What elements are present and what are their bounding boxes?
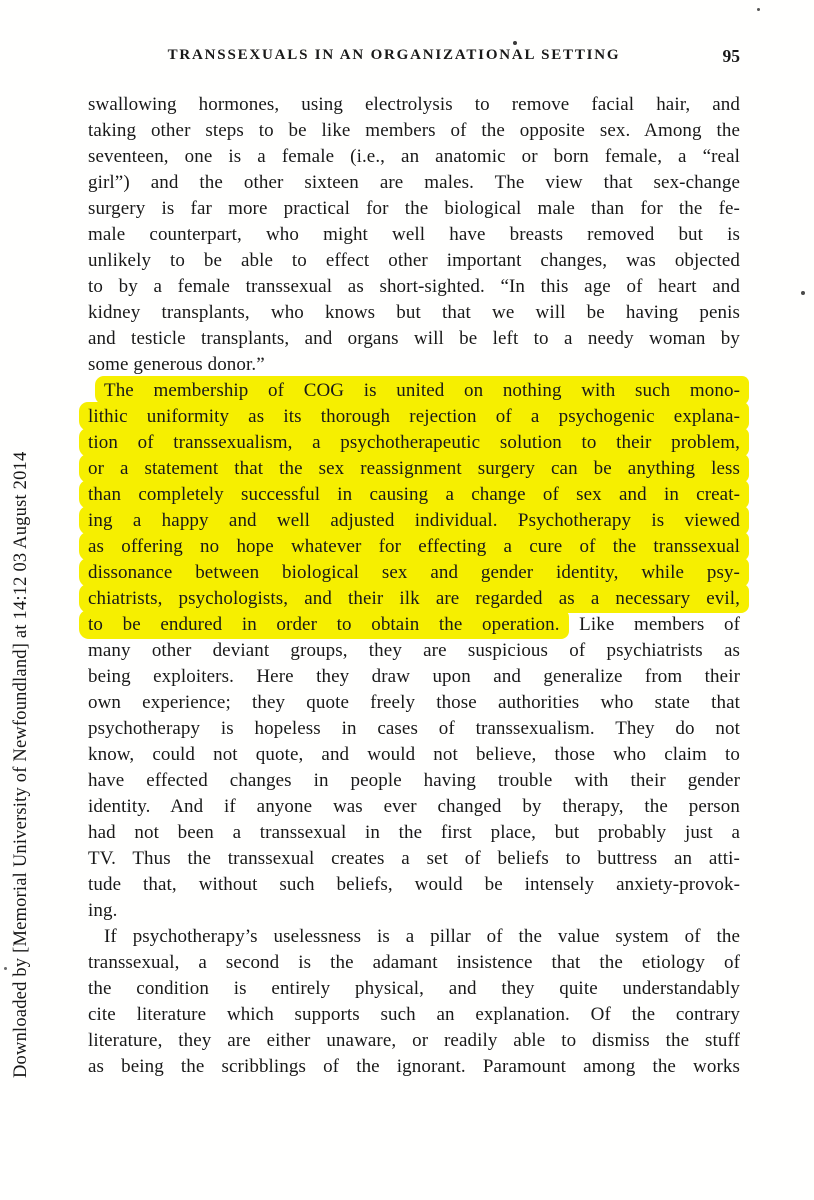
text-segment: If psychotherapy’s uselessness is a pillar of the value system of the	[104, 926, 740, 947]
text-line	[88, 924, 740, 950]
download-watermark: Downloaded by [Memorial University of Newfoundland] at 14:12 03 August 2014	[11, 451, 31, 1078]
text-segment: girl”) and the other sixteen are males. The view that sex-change	[88, 172, 740, 193]
text-line	[88, 690, 740, 716]
text-segment: psychotherapy is hopeless in cases of transsexualism. They do not	[88, 718, 740, 739]
text-segment: and testicle transplants, and organs will be left to a needy woman by	[88, 328, 740, 349]
text-segment: ing.	[88, 900, 118, 921]
text-line	[88, 638, 740, 664]
text-segment: transsexual, a second is the adamant insistence that the etiology of	[88, 952, 740, 973]
text-segment: surgery is far more practical for the biological male than for the fe-	[88, 198, 740, 219]
text-segment: know, could not quote, and would not believe, those who claim to	[88, 744, 740, 765]
text-segment: identity. And if anyone was ever changed by therapy, the person	[88, 796, 740, 817]
text-segment: own experience; they quote freely those authorities who state that	[88, 692, 740, 713]
text-line	[88, 456, 740, 482]
highlighted-text: The membership of COG is united on nothing with such mono-	[95, 376, 749, 405]
text-line	[88, 248, 740, 274]
text-segment: some generous donor.”	[88, 354, 265, 375]
text-line	[88, 586, 740, 612]
highlighted-text: lithic uniformity as its thorough rejection of a psychogenic explana-	[79, 402, 749, 431]
scan-artifact	[801, 291, 805, 295]
running-header	[88, 47, 740, 69]
text-line	[88, 534, 740, 560]
text-line	[88, 612, 740, 638]
text-segment: have effected changes in people having trouble with their gender	[88, 770, 740, 791]
text-segment: to by a female transsexual as short-sighted. “In this age of heart and	[88, 276, 740, 297]
highlighted-text: than completely successful in causing a change of sex and in creat-	[79, 480, 749, 509]
text-line	[88, 716, 740, 742]
text-line	[88, 222, 740, 248]
text-line	[88, 664, 740, 690]
text-line	[88, 378, 740, 404]
text-line	[88, 1054, 740, 1080]
text-segment: as being the scribblings of the ignorant. Paramount among the works	[88, 1056, 740, 1077]
text-segment: swallowing hormones, using electrolysis to remove facial hair, and	[88, 94, 740, 115]
text-line	[88, 508, 740, 534]
text-segment: kidney transplants, who knows but that we will be having penis	[88, 302, 740, 323]
text-segment: TV. Thus the transsexual creates a set of beliefs to buttress an atti-	[88, 848, 740, 869]
text-line	[88, 196, 740, 222]
text-segment: had not been a transsexual in the first place, but probably just a	[88, 822, 740, 843]
text-line	[88, 820, 740, 846]
text-segment: Like members of	[559, 614, 740, 635]
text-segment: unlikely to be able to effect other important changes, was objected	[88, 250, 740, 271]
scan-artifact	[513, 41, 517, 45]
text-segment: the condition is entirely physical, and they quite understandably	[88, 978, 740, 999]
text-line	[88, 326, 740, 352]
scan-artifact	[757, 8, 760, 11]
text-line	[88, 742, 740, 768]
running-header-title: TRANSSEXUALS IN AN ORGANIZATIONAL SETTING	[167, 47, 621, 63]
text-line	[88, 872, 740, 898]
text-line	[88, 92, 740, 118]
highlighted-text: or a statement that the sex reassignment surgery can be anything less	[79, 454, 749, 483]
scan-artifact	[4, 967, 7, 970]
text-line	[88, 950, 740, 976]
text-line	[88, 404, 740, 430]
highlighted-text: dissonance between biological sex and gender identity, while psy-	[79, 558, 749, 587]
text-line	[88, 352, 740, 378]
text-line	[88, 274, 740, 300]
highlighted-text: to be endured in order to obtain the operation.	[79, 610, 569, 639]
text-line	[88, 144, 740, 170]
text-line	[88, 1002, 740, 1028]
text-line	[88, 482, 740, 508]
text-segment: being exploiters. Here they draw upon and generalize from their	[88, 666, 740, 687]
text-line	[88, 118, 740, 144]
text-line	[88, 1028, 740, 1054]
highlighted-text: as offering no hope whatever for effecting a cure of the transsexual	[79, 532, 749, 561]
text-segment: male counterpart, who might well have breasts removed but is	[88, 224, 740, 245]
text-line	[88, 430, 740, 456]
text-segment: many other deviant groups, they are suspicious of psychiatrists as	[88, 640, 740, 661]
text-line	[88, 846, 740, 872]
text-segment: seventeen, one is a female (i.e., an anatomic or born female, a “real	[88, 146, 740, 167]
highlighted-text: tion of transsexualism, a psychotherapeutic solution to their problem,	[79, 428, 749, 457]
text-segment: literature, they are either unaware, or readily able to dismiss the stuff	[88, 1030, 740, 1051]
text-segment: tude that, without such beliefs, would be intensely anxiety-provok-	[88, 874, 740, 895]
highlighted-text: ing a happy and well adjusted individual. Psychotherapy is viewed	[79, 506, 749, 535]
body-text	[88, 92, 740, 1080]
text-line	[88, 170, 740, 196]
text-line	[88, 300, 740, 326]
text-segment: cite literature which supports such an explanation. Of the contrary	[88, 1004, 740, 1025]
text-line	[88, 976, 740, 1002]
text-line	[88, 794, 740, 820]
text-line	[88, 768, 740, 794]
text-line	[88, 898, 740, 924]
text-segment: taking other steps to be like members of the opposite sex. Among the	[88, 120, 740, 141]
highlighted-text: chiatrists, psychologists, and their ilk are regarded as a necessary evil,	[79, 584, 749, 613]
text-line	[88, 560, 740, 586]
page-number: 95	[722, 46, 740, 66]
